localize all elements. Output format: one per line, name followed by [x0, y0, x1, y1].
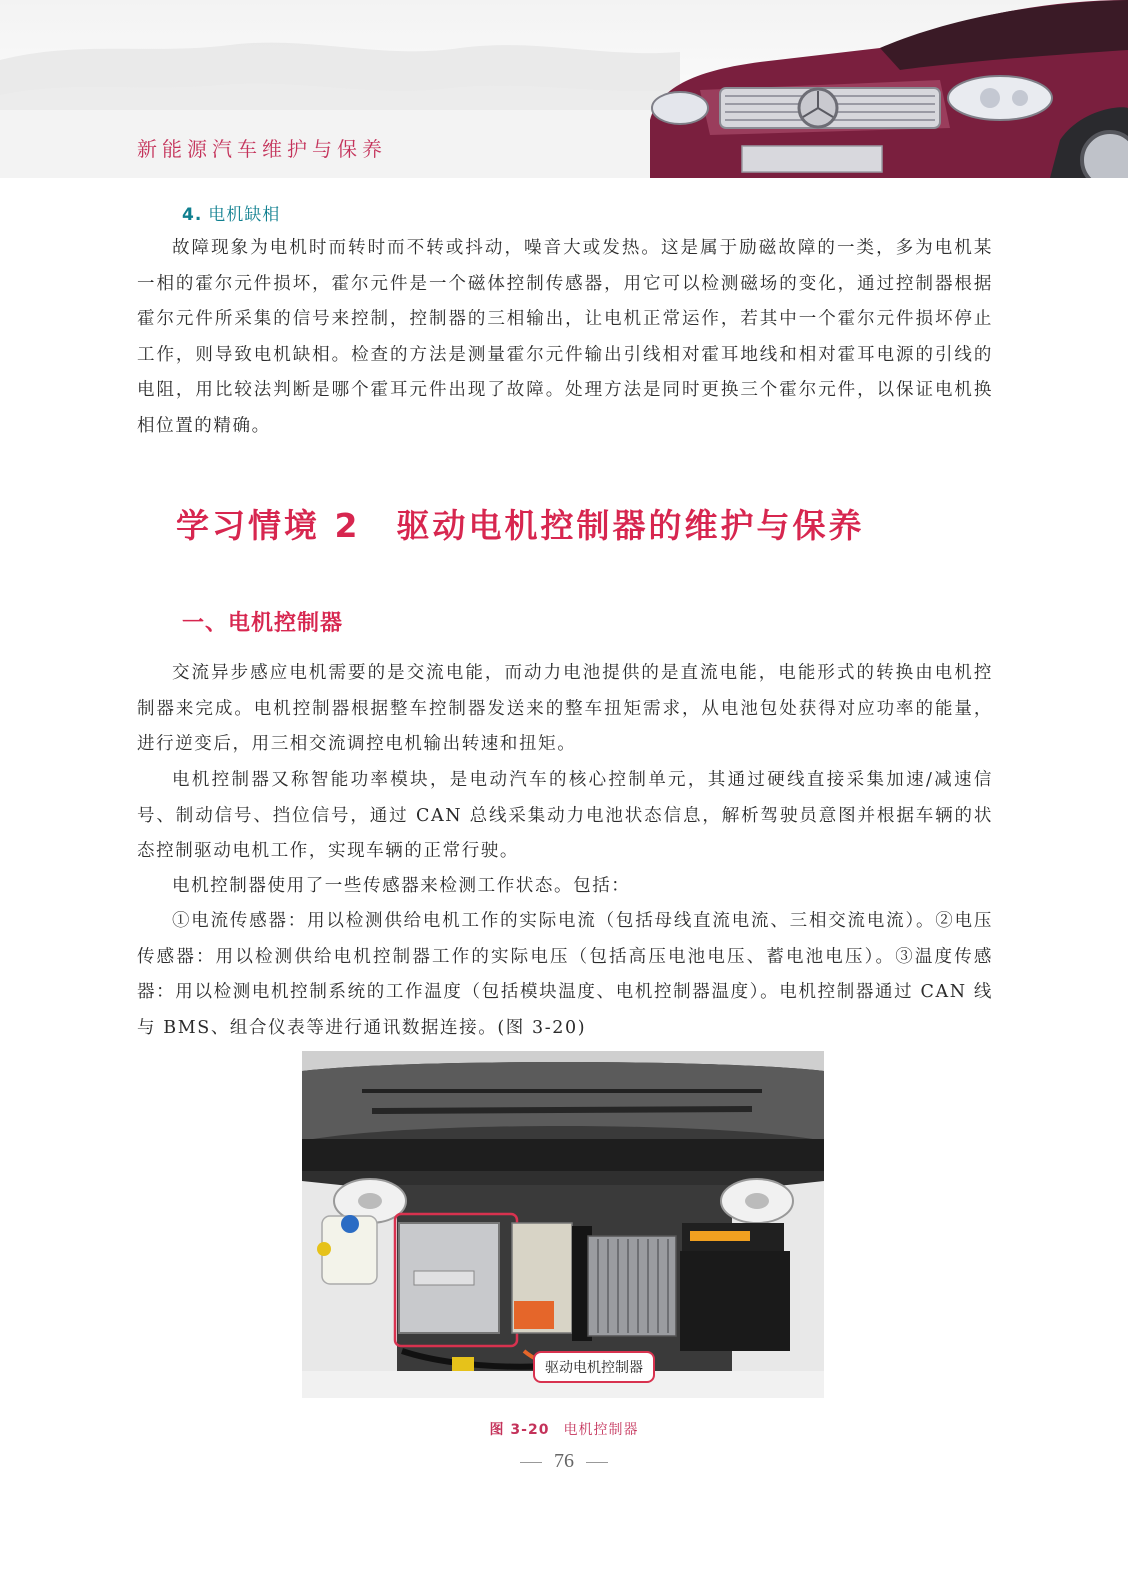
right-dash — [586, 1462, 608, 1463]
section-paragraph-4: ①电流传感器：用以检测供给电机工作的实际电流（包括母线直流电流、三相交流电流）。②电压传感器：用以检测供给电机控制器工作的实际电压（包括高压电池电压、蓄电池电压）。③温度传感器：用以检测电机控制系统的工作温度（包括模块温度、电机控制器温度）。电机控制器通过 CAN 线与 BMS、组合仪表等进行通讯数据连接。(图 3-20) — [137, 911, 993, 1038]
book-title: 新能源汽车维护与保养 — [137, 137, 387, 161]
subsection-title: 电机缺相 — [208, 205, 281, 225]
section-paragraph-3: 电机控制器使用了一些传感器来检测工作状态。包括： — [172, 876, 631, 896]
chapter-title — [176, 500, 864, 547]
section-paragraph-2: 电机控制器又称智能功率模块，是电动汽车的核心控制单元，其通过硬线直接采集加速/减速信号、制动信号、挡位信号，通过 CAN 总线采集动力电池状态信息，解析驾驶员意图并根据车辆的状态控制驱动电机工作，实现车辆的正常行驶。 — [137, 770, 993, 861]
header-banner — [0, 0, 1128, 178]
page-number: 76 — [554, 1450, 574, 1472]
figure-caption — [0, 1419, 1128, 1439]
controller-callout-label: 驱动电机控制器 — [533, 1351, 655, 1383]
subsection-heading — [182, 200, 280, 225]
chapter-label: 学习情境 2 — [176, 506, 361, 545]
figure-caption-text: 电机控制器 — [563, 1422, 639, 1438]
section-paragraph-1: 交流异步感应电机需要的是交流电能，而动力电池提供的是直流电能，电能形式的转换由电机控制器来完成。电机控制器根据整车控制器发送来的整车扭矩需求，从电池包处获得对应功率的能量，进行逆变后，用三相交流调控电机输出转速和扭矩。 — [137, 663, 993, 754]
page-number-footer — [0, 1450, 1128, 1473]
subsection-paragraph: 故障现象为电机时而转时而不转或抖动，噪音大或发热。这是属于励磁故障的一类，多为电机某一相的霍尔元件损坏，霍尔元件是一个磁体控制传感器，用它可以检测磁场的变化，通过控制器根据霍尔元件所采集的信号来控制，控制器的三相输出，让电机正常运作，若其中一个霍尔元件损坏停止工作，则导致电机缺相。检查的方法是测量霍尔元件输出引线相对霍耳地线和相对霍耳电源的引线的电阻，用比较法判断是哪个霍耳元件出现了故障。处理方法是同时更换三个霍尔元件，以保证电机换相位置的精确。 — [137, 238, 993, 436]
engine-bay-illustration — [302, 1051, 824, 1398]
chapter-name: 驱动电机控制器的维护与保养 — [396, 506, 865, 545]
figure-number: 图 3-20 — [489, 1422, 550, 1438]
car-illustration — [650, 0, 1128, 178]
left-dash — [520, 1462, 542, 1463]
section-title: 一、电机控制器 — [182, 611, 344, 636]
subsection-number: 4. — [182, 205, 203, 225]
engine-bay-photo — [302, 1051, 824, 1398]
